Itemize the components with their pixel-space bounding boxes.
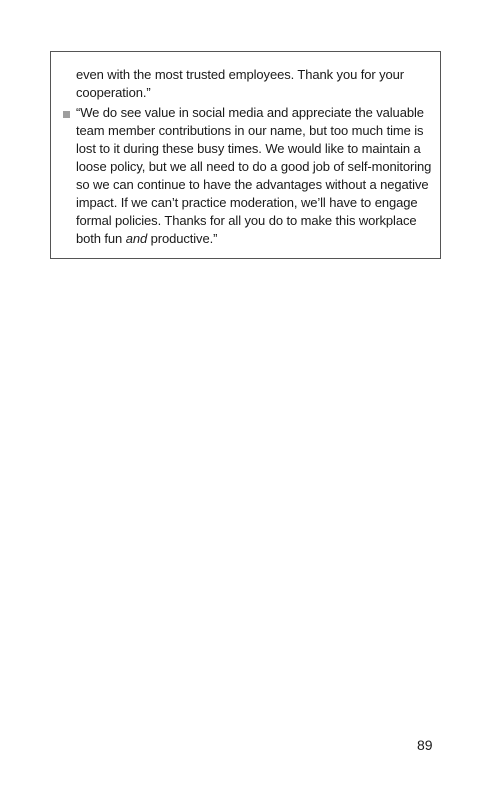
bullet-text: “We do see value in social media and appreciate the valuable team member contributions in our name, but too much time is lost to it during these busy times. We would like to maintain a loose policy, but we all need to do a good job of self-monitoring so we can continue to have the advantages without a negative impact. If we can’t practice moderation, we’ll have to engage formal policies. Thanks for all you do to make this workplace both fun [76,105,432,246]
page-number: 89 [417,737,433,753]
emphasis-text: and [125,231,148,246]
bullet-text-end: productive.” [147,231,218,246]
sidebar-box [50,51,441,259]
bullet-paragraph [76,104,436,248]
continuation-paragraph: even with the most trusted employees. Thank you for your cooperation.” [76,67,404,100]
square-bullet-icon [63,111,70,118]
